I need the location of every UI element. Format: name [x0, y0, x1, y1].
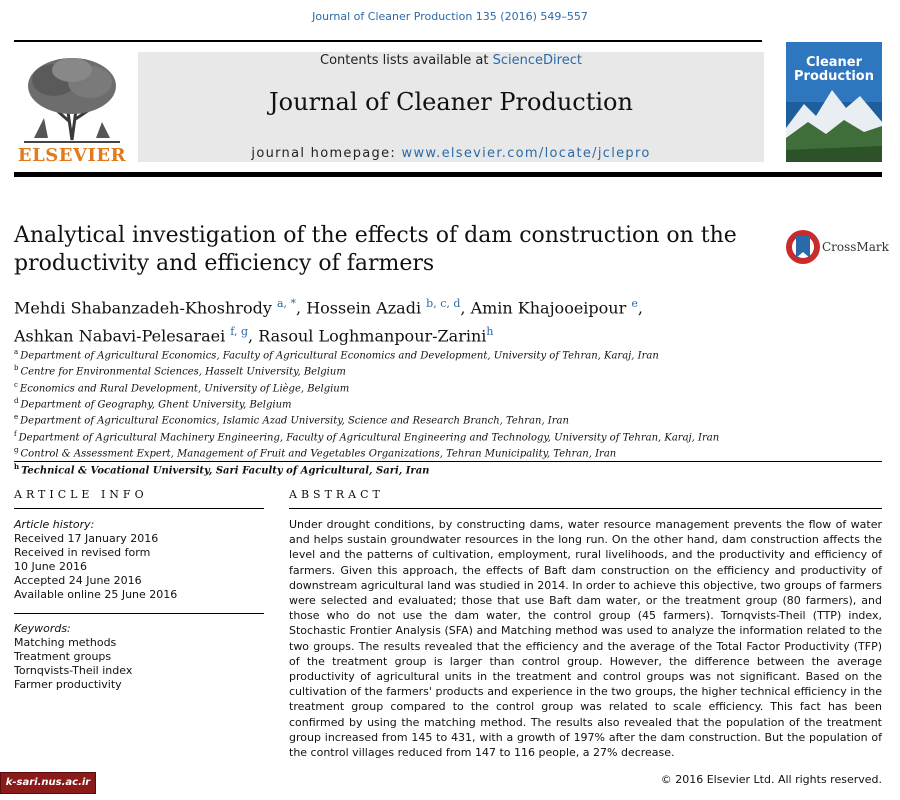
- author-list: Mehdi Shabanzadeh-Khoshrody $^{a, *}$, Hossein Azadi $^{b, c, d}$, Amin Khajooeipour $^e$, Ashkan Nabavi-Pelesaraei $^{f, g}$, Rasoul Loghmanpour-Zarini$^h$: [14, 297, 643, 346]
- sciencedirect-link[interactable]: ScienceDirect: [492, 53, 582, 68]
- affiliation-item: [14, 379, 874, 395]
- author-affil-marks[interactable]: e: [631, 297, 638, 310]
- affiliation-mark: f: [14, 429, 17, 438]
- paper-title: Analytical investigation of the effects of dam construction on the productivity and efficiency of farmers: [14, 223, 737, 276]
- abstract-text: Under drought conditions, by constructing dams, water resource management prevents the flow of water and helps sustain groundwater resources in the long run. On the other hand, dam construction affects the level and the patterns of cultivation, employment, rural livelihoods, and the productivity and efficiency of farmers. Given this approach, the effects of Baft dam construction on the efficiency and productivity of downstream agricultural land was studied in 2014. In order to achieve this objective, two groups of farmers were selected and evaluated; those that use Baft dam water, or the treatment group (80 farmers), and those who do not use the dam water, the control group (45 farmers). Tornqvists-Theil (TTP) index, Stochastic Frontier Analysis (SFA) and Matching method was used to analyze the information related to the two groups. The results revealed that the efficiency and the average of the Total Factor Productivity (TFP) of the treatment group is larger than control group. However, the difference between the average productivity of agricultural units in the treatment and control groups was not significant. Based on the cultivation of the farmers' products and experience in the two groups, the higher technical efficiency in the treatment group compared to the control group was related to scale efficiency. This fact has been confirmed by using the matching method. The results also revealed that the population of the treatment group increased from 145 to 431, with a growth of 197% after the dam construction. But the population of the control villages reduced from 147 to 116 people, a 27% decrease.: [289, 518, 882, 760]
- history-line: 10 June 2016: [14, 560, 87, 573]
- masthead-top-rule: [14, 40, 762, 42]
- article-history: [14, 518, 264, 602]
- affiliation-text: Department of Agricultural Economics, Islamic Azad University, Science and Research Branch, Tehran, Iran: [20, 415, 569, 427]
- author-name[interactable]: Hossein Azadi: [306, 298, 422, 318]
- keyword-item[interactable]: Tornqvists-Theil index: [14, 664, 133, 677]
- affiliation-text: Department of Agricultural Economics, Faculty of Agricultural Economics and Development, University of Tehran, Karaj, Iran: [20, 350, 659, 362]
- affiliation-item: [14, 346, 874, 362]
- affiliation-item: [14, 428, 874, 444]
- homepage-link[interactable]: www.elsevier.com/locate/jclepro: [401, 146, 651, 161]
- history-line: Available online 25 June 2016: [14, 588, 178, 601]
- copyright-notice: © 2016 Elsevier Ltd. All rights reserved.: [660, 773, 882, 786]
- contents-available-line: [138, 53, 764, 68]
- author-name[interactable]: Rasoul Loghmanpour-Zarini: [258, 326, 487, 346]
- affiliation-item: [14, 362, 874, 378]
- crossmark-label[interactable]: CrossMark: [822, 240, 889, 254]
- affiliation-mark: d: [14, 396, 19, 405]
- author-name[interactable]: Ashkan Nabavi-Pelesaraei: [14, 326, 226, 346]
- author-affil-marks[interactable]: a, *: [276, 297, 297, 310]
- affiliation-text: Economics and Rural Development, University of Liège, Belgium: [19, 382, 350, 394]
- history-line: Received 17 January 2016: [14, 532, 159, 545]
- author-affil-marks[interactable]: b, c, d: [426, 297, 461, 310]
- contents-prefix: Contents lists available at: [320, 53, 489, 68]
- affiliation-text: Centre for Environmental Sciences, Hasselt University, Belgium: [20, 366, 346, 378]
- section-divider: [14, 461, 882, 462]
- affiliation-mark: e: [14, 413, 19, 422]
- elsevier-wordmark[interactable]: ELSEVIER: [17, 145, 127, 166]
- affiliation-text: Technical & Vocational University, Sari Faculty of Agricultural, Sari, Iran: [21, 465, 430, 477]
- affiliation-text: Control & Assessment Expert, Management of Fruit and Vegetables Organizations, Tehran Municipality, Tehran, Iran: [20, 448, 617, 460]
- masthead-bottom-rule: [14, 172, 882, 177]
- author-affil-marks[interactable]: h: [486, 325, 494, 339]
- affiliation-item: [14, 444, 874, 460]
- journal-title: Journal of Cleaner Production: [269, 88, 633, 116]
- keyword-item[interactable]: Matching methods: [14, 636, 117, 649]
- abstract-heading: ABSTRACT: [289, 488, 384, 501]
- keyword-item[interactable]: Treatment groups: [14, 650, 112, 663]
- journal-homepage-line: [138, 146, 764, 161]
- affiliation-text: Department of Geography, Ghent University, Belgium: [20, 399, 292, 411]
- affiliation-mark: b: [14, 364, 19, 373]
- author-name[interactable]: Mehdi Shabanzadeh-Khoshrody: [14, 298, 272, 318]
- keywords-label: Keywords:: [14, 622, 71, 635]
- author-name[interactable]: Amin Khajooeipour: [470, 298, 627, 318]
- history-line: Accepted 24 June 2016: [14, 574, 142, 587]
- journal-citation[interactable]: Journal of Cleaner Production 135 (2016) 549–557: [312, 10, 588, 23]
- keywords-rule: [14, 613, 264, 614]
- author-affil-marks[interactable]: f, g: [230, 325, 249, 339]
- history-line: Received in revised form: [14, 546, 151, 559]
- affiliation-mark: h: [14, 462, 20, 472]
- affiliation-mark: a: [14, 348, 19, 356]
- keywords-block: [14, 622, 264, 692]
- homepage-label: journal homepage:: [251, 146, 397, 161]
- affiliation-mark: g: [14, 445, 19, 454]
- affiliation-item: [14, 411, 874, 427]
- affiliation-item: [14, 460, 874, 477]
- keyword-item[interactable]: Farmer productivity: [14, 678, 122, 691]
- article-info-heading: ARTICLE INFO: [14, 488, 148, 501]
- affiliation-text: Department of Agricultural Machinery Engineering, Faculty of Agricultural Engineering and Technology, University of Tehran, Karaj, Iran: [18, 431, 720, 443]
- affiliation-item: [14, 395, 874, 411]
- site-watermark-badge: k-sari.nus.ac.ir: [0, 772, 96, 794]
- article-info-rule: [14, 508, 264, 509]
- cover-title: Cleaner Production: [794, 55, 874, 84]
- affiliation-list: [14, 346, 874, 478]
- abstract-rule: [289, 508, 882, 509]
- affiliation-mark: c: [14, 380, 18, 389]
- history-label: Article history:: [14, 518, 95, 531]
